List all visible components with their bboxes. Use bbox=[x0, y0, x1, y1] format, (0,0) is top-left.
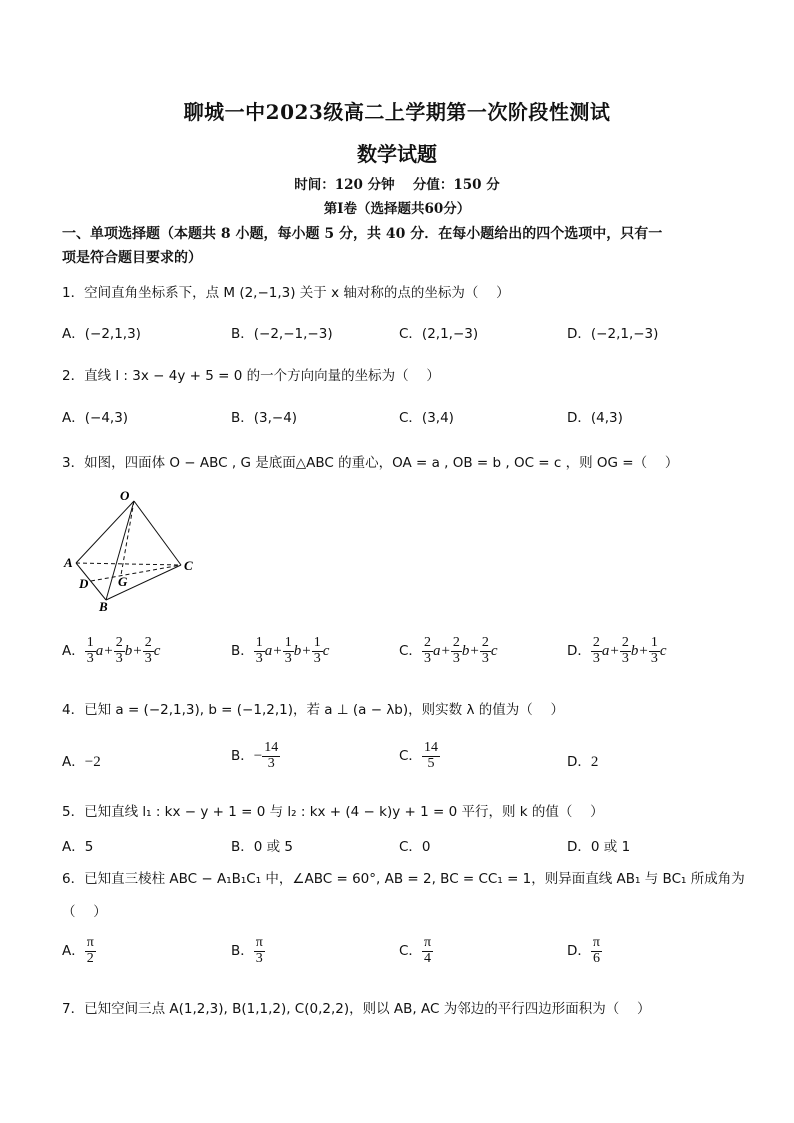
denominator: 3 bbox=[86, 650, 94, 666]
option-label: B． bbox=[231, 748, 254, 765]
denominator: 3 bbox=[452, 650, 460, 666]
denominator: 3 bbox=[144, 650, 152, 666]
vector-symbol: a bbox=[601, 643, 610, 660]
question-2-option-d: D．(4,3) bbox=[567, 410, 623, 426]
option-label: A． bbox=[62, 643, 85, 660]
question-4-option-b bbox=[231, 741, 280, 771]
question-2-stem: 2．直线 l : 3x − 4y + 5 = 0 的一个方向向量的坐标为（ ） bbox=[62, 368, 440, 384]
vector-symbol: c bbox=[153, 643, 161, 660]
denominator: 3 bbox=[267, 755, 275, 771]
option-label: C． bbox=[399, 748, 422, 765]
time-score-info: 时间：120 分钟 分值：150 分 bbox=[294, 177, 500, 193]
question-5-option-d: D．0 或 1 bbox=[567, 839, 631, 855]
plus-sign: + bbox=[104, 643, 113, 660]
label-b: B bbox=[99, 599, 108, 614]
numerator: 2 bbox=[423, 635, 431, 650]
denominator: 3 bbox=[313, 650, 321, 666]
median-dc bbox=[91, 565, 181, 581]
denominator: 3 bbox=[115, 650, 123, 666]
fraction bbox=[283, 636, 294, 666]
fraction bbox=[591, 936, 602, 966]
vector-symbol: b bbox=[124, 643, 133, 660]
question-3-option-a bbox=[62, 636, 160, 666]
numerator: 2 bbox=[452, 635, 460, 650]
label-g: G bbox=[118, 574, 128, 589]
fraction bbox=[254, 636, 265, 666]
numerator: π bbox=[423, 935, 432, 950]
question-1-stem: 1．空间直角坐标系下，点 M (2,−1,3) 关于 x 轴对称的点的坐标为（ ） bbox=[62, 285, 510, 301]
vector-symbol: c bbox=[322, 643, 330, 660]
fraction bbox=[422, 741, 440, 771]
fraction bbox=[620, 636, 631, 666]
vector-symbol: b bbox=[461, 643, 470, 660]
vector-symbol: a bbox=[432, 643, 441, 660]
fraction bbox=[422, 636, 433, 666]
option-label: C． bbox=[399, 943, 422, 960]
option-label: D． bbox=[567, 943, 591, 960]
fraction bbox=[85, 636, 96, 666]
vector-symbol: c bbox=[659, 643, 667, 660]
numerator: 2 bbox=[144, 635, 152, 650]
denominator: 3 bbox=[650, 650, 658, 666]
question-6-option-a bbox=[62, 936, 96, 966]
question-6-stem-cont: （ ） bbox=[62, 904, 107, 920]
question-5-option-b: B．0 或 5 bbox=[231, 839, 294, 855]
question-4-option-d bbox=[567, 750, 598, 771]
label-o: O bbox=[120, 488, 130, 503]
denominator: 3 bbox=[255, 950, 263, 966]
option-label: B． bbox=[231, 643, 254, 660]
tetrahedron-figure bbox=[62, 486, 202, 614]
question-1-option-d: D．(−2,1,−3) bbox=[567, 326, 659, 342]
question-6-option-d bbox=[567, 936, 602, 966]
numerator: 1 bbox=[284, 635, 292, 650]
numerator: 14 bbox=[264, 740, 279, 755]
option-label: D． bbox=[567, 643, 591, 660]
option-label: A． bbox=[62, 754, 85, 770]
denominator: 3 bbox=[621, 650, 629, 666]
denominator: 5 bbox=[427, 755, 435, 771]
denominator: 3 bbox=[592, 650, 600, 666]
question-3-option-c bbox=[399, 636, 498, 666]
paper-subtitle: 数学试题 bbox=[357, 142, 437, 166]
plus-sign: + bbox=[273, 643, 282, 660]
plus-sign: + bbox=[610, 643, 619, 660]
question-5-option-c: C．0 bbox=[399, 839, 431, 855]
question-3-stem: 3．如图，四面体 O − ABC , G 是底面△ABC 的重心，OA = a , OB = b , OC = c ，则 OG =（ ） bbox=[62, 455, 679, 471]
section-heading-line2: 项是符合题目要求的） bbox=[62, 250, 202, 266]
label-c: C bbox=[184, 558, 193, 573]
fraction bbox=[591, 636, 602, 666]
question-1-option-c: C．(2,1,−3) bbox=[399, 326, 479, 342]
numerator: 2 bbox=[115, 635, 123, 650]
question-2-option-a: A．(−4,3) bbox=[62, 410, 129, 426]
vector-symbol: c bbox=[490, 643, 498, 660]
fraction bbox=[480, 636, 491, 666]
fraction bbox=[143, 636, 154, 666]
denominator: 3 bbox=[423, 650, 431, 666]
option-value: −2 bbox=[84, 754, 101, 770]
question-6-stem: 6．已知直三棱柱 ABC − A₁B₁C₁ 中，∠ABC = 60°, AB = 2, BC = CC₁ = 1，则异面直线 AB₁ 与 BC₁ 所成角为 bbox=[62, 871, 745, 887]
numerator: π bbox=[592, 935, 600, 950]
fraction bbox=[254, 936, 265, 966]
question-2-option-b: B．(3,−4) bbox=[231, 410, 298, 426]
denominator: 6 bbox=[592, 950, 600, 966]
plus-sign: + bbox=[441, 643, 450, 660]
edge-ac bbox=[76, 563, 181, 565]
numerator: 1 bbox=[86, 635, 94, 650]
fraction bbox=[85, 936, 96, 966]
question-7-stem: 7．已知空间三点 A(1,2,3), B(1,1,2), C(0,2,2)，则以 AB, AC 为邻边的平行四边形面积为（ ） bbox=[62, 1001, 651, 1017]
numerator: 1 bbox=[650, 635, 658, 650]
numerator: 1 bbox=[313, 635, 321, 650]
question-6-option-c bbox=[399, 936, 433, 966]
option-label: B． bbox=[231, 943, 254, 960]
plus-sign: + bbox=[302, 643, 311, 660]
option-value: 2 bbox=[590, 754, 599, 770]
vector-symbol: b bbox=[630, 643, 639, 660]
vector-symbol: a bbox=[264, 643, 273, 660]
section-heading-line1: 一、单项选择题（本题共 8 小题，每小题 5 分，共 40 分．在每小题给出的四个选项中，只有一 bbox=[62, 226, 663, 242]
question-4-stem: 4．已知 a = (−2,1,3), b = (−1,2,1)，若 a ⊥ (a − λb)，则实数 λ 的值为（ ） bbox=[62, 702, 565, 718]
exam-title: 聊城一中2023级高二上学期第一次阶段性测试 bbox=[183, 100, 611, 124]
fraction bbox=[451, 636, 462, 666]
fraction bbox=[312, 636, 323, 666]
numerator: 2 bbox=[481, 635, 489, 650]
denominator: 3 bbox=[284, 650, 292, 666]
question-5-option-a: A．5 bbox=[62, 839, 94, 855]
denominator: 2 bbox=[86, 950, 94, 966]
question-4-option-c bbox=[399, 741, 440, 771]
denominator: 3 bbox=[481, 650, 489, 666]
vector-symbol: b bbox=[293, 643, 302, 660]
question-3-option-d bbox=[567, 636, 667, 666]
question-2-option-c: C．(3,4) bbox=[399, 410, 454, 426]
denominator: 4 bbox=[423, 950, 431, 966]
vector-symbol: a bbox=[95, 643, 104, 660]
numerator: 1 bbox=[255, 635, 263, 650]
volume-heading: 第Ⅰ卷（选择题共60分） bbox=[323, 201, 471, 217]
denominator: 3 bbox=[255, 650, 263, 666]
fraction bbox=[649, 636, 660, 666]
numerator: 14 bbox=[423, 740, 438, 755]
label-a: A bbox=[64, 555, 73, 570]
edge-oc bbox=[134, 501, 181, 565]
plus-sign: + bbox=[133, 643, 142, 660]
fraction bbox=[422, 936, 433, 966]
option-sign: − bbox=[253, 748, 263, 765]
numerator: 2 bbox=[592, 635, 600, 650]
option-label: D． bbox=[567, 754, 591, 770]
option-label: A． bbox=[62, 943, 85, 960]
fraction bbox=[114, 636, 125, 666]
numerator: π bbox=[86, 935, 94, 950]
numerator: 2 bbox=[621, 635, 629, 650]
label-d: D bbox=[79, 576, 89, 591]
numerator: π bbox=[255, 935, 263, 950]
plus-sign: + bbox=[470, 643, 479, 660]
option-label: C． bbox=[399, 643, 422, 660]
plus-sign: + bbox=[639, 643, 648, 660]
question-4-option-a bbox=[62, 750, 101, 771]
question-5-stem: 5．已知直线 l₁ : kx − y + 1 = 0 与 l₂ : kx + (4 − k)y + 1 = 0 平行，则 k 的值（ ） bbox=[62, 804, 604, 820]
fraction bbox=[262, 741, 280, 771]
question-6-option-b bbox=[231, 936, 265, 966]
question-3-option-b bbox=[231, 636, 329, 666]
question-1-option-a: A．(−2,1,3) bbox=[62, 326, 141, 342]
question-1-option-b: B．(−2,−1,−3) bbox=[231, 326, 333, 342]
